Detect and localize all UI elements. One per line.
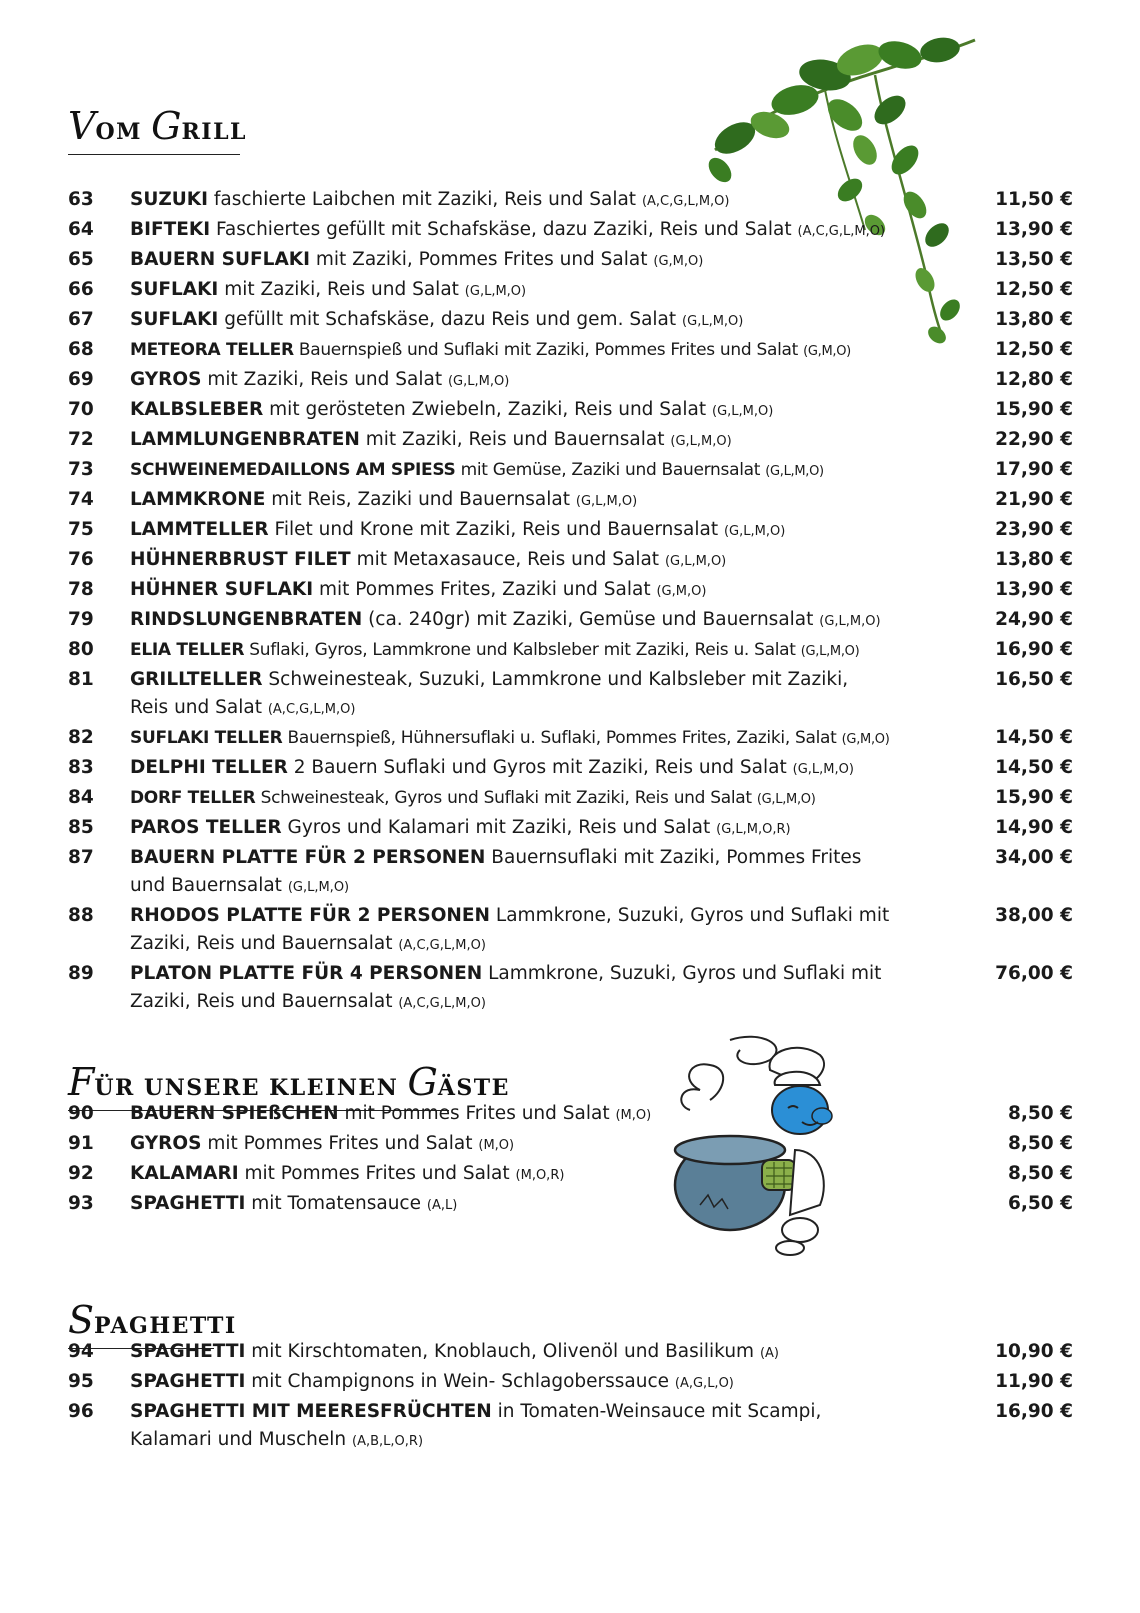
item-allergens: (A,C,G,L,M,O) [641,194,730,209]
item-price: 23,90 € [995,519,1073,540]
item-allergens: (G,M,O) [841,732,890,747]
item-price: 8,50 € [1008,1163,1073,1184]
item-price: 12,80 € [995,369,1073,390]
item-description: mit gerösteten Zwiebeln, Zaziki, Reis und Salat [263,399,712,420]
item-allergens: (G,L,M,O) [664,554,727,569]
menu-item-84 [68,784,1073,814]
item-number: 75 [68,519,94,540]
item-description: Lammkrone, Suzuki, Gyros und Suflaki mit Zaziki, Reis und Bauernsalat [130,963,882,1012]
item-allergens: (G,L,M,O) [712,404,774,419]
item-description: mit Zaziki, Reis und Salat [201,369,448,390]
menu-item-87 [68,844,1073,902]
item-description: Faschiertes gefüllt mit Schafskäse, dazu Zaziki, Reis und Salat [210,219,798,240]
item-allergens: (A,C,G,L,M,O) [267,702,356,717]
item-name: HÜHNER SUFLAKI [130,579,314,600]
item-name: KALAMARI [130,1163,239,1184]
menu-item-88 [68,902,1073,960]
item-number: 83 [68,757,94,778]
menu-list-spaghetti [68,1338,1073,1456]
item-description: Bauernspieß, Hühnersuflaki u. Suflaki, Pommes Frites, Zaziki, Salat [282,728,842,748]
item-price: 14,50 € [995,757,1073,778]
item-price: 13,90 € [995,219,1073,240]
item-price: 15,90 € [995,399,1073,420]
item-name: RINDSLUNGENBRATEN [130,609,363,630]
menu-item-95 [68,1368,1073,1398]
item-allergens: (G,L,M,O,R) [716,822,791,837]
item-name: SPAGHETTI [130,1341,246,1362]
item-number: 64 [68,219,94,240]
item-number: 67 [68,309,94,330]
item-number: 95 [68,1371,94,1392]
item-number: 85 [68,817,94,838]
item-price: 24,90 € [995,609,1073,630]
item-description: Bauernsuflaki mit Zaziki, Pommes Frites und Bauernsalat [130,847,862,896]
menu-item-72 [68,426,1073,456]
item-description: Schweinesteak, Gyros und Suflaki mit Zaziki, Reis und Salat [255,788,757,808]
item-name: SPAGHETTI [130,1371,246,1392]
item-number: 93 [68,1193,94,1214]
item-allergens: (M,O) [615,1108,652,1123]
item-allergens: (G,L,M,O) [765,464,824,479]
item-number: 76 [68,549,94,570]
menu-item-64 [68,216,1073,246]
menu-item-90 [68,1100,1073,1130]
item-number: 68 [68,339,94,360]
item-number: 79 [68,609,94,630]
menu-item-93 [68,1190,1073,1220]
item-number: 89 [68,963,94,984]
item-allergens: (G,L,M,O) [723,524,786,539]
menu-item-81 [68,666,1073,724]
item-number: 92 [68,1163,94,1184]
menu-item-65 [68,246,1073,276]
item-price: 21,90 € [995,489,1073,510]
item-name: SCHWEINEMEDAILLONS AM SPIESS [130,460,456,480]
section-title-kids: FÜR UNSERE KLEINEN GÄSTE [68,1060,449,1111]
item-description: (ca. 240gr) mit Zaziki, Gemüse und Bauernsalat [362,609,820,630]
item-price: 8,50 € [1008,1133,1073,1154]
item-allergens: (A,L) [426,1198,458,1213]
item-name: PLATON PLATTE FÜR 4 PERSONEN [130,963,483,984]
item-name: SUFLAKI [130,279,219,300]
menu-item-63 [68,186,1073,216]
item-number: 94 [68,1341,94,1362]
item-price: 12,50 € [995,279,1073,300]
item-description: mit Pommes Frites und Salat [338,1103,616,1124]
item-allergens: (A,C,G,L,M,O) [797,224,886,239]
menu-item-92 [68,1160,1073,1190]
item-name: SUZUKI [130,189,209,210]
item-name: METEORA TELLER [130,340,294,360]
item-number: 63 [68,189,94,210]
menu-item-67 [68,306,1073,336]
item-allergens: (M,O,R) [515,1168,565,1183]
item-name: DELPHI TELLER [130,757,288,778]
item-description: in Tomaten-Weinsauce mit Scampi, Kalamari und Muscheln [130,1401,822,1450]
item-allergens: (G,L,M,O) [287,880,350,895]
item-description: faschierte Laibchen mit Zaziki, Reis und Salat [208,189,642,210]
item-price: 6,50 € [1008,1193,1073,1214]
menu-item-73 [68,456,1073,486]
item-allergens: (G,L,M,O) [756,792,816,807]
item-description: Lammkrone, Suzuki, Gyros und Suflaki mit Zaziki, Reis und Bauernsalat [130,905,890,954]
menu-item-89 [68,960,1073,1018]
item-price: 11,90 € [995,1371,1073,1392]
item-name: GRILLTELLER [130,669,263,690]
menu-item-75 [68,516,1073,546]
item-allergens: (G,L,M,O) [670,434,732,449]
item-name: SUFLAKI TELLER [130,728,283,748]
item-number: 84 [68,787,94,808]
item-number: 91 [68,1133,94,1154]
item-price: 34,00 € [995,847,1073,868]
item-allergens: (A,C,G,L,M,O) [398,938,486,953]
item-number: 78 [68,579,94,600]
item-allergens: (A,C,G,L,M,O) [398,996,486,1011]
item-name: LAMMTELLER [130,519,269,540]
menu-item-85 [68,814,1073,844]
item-price: 12,50 € [995,339,1073,360]
item-name: ELIA TELLER [130,640,245,660]
menu-item-91 [68,1130,1073,1160]
item-allergens: (G,L,M,O) [464,284,527,299]
menu-item-82 [68,724,1073,754]
item-price: 16,50 € [995,669,1073,690]
item-price: 13,90 € [995,579,1073,600]
menu-item-83 [68,754,1073,784]
menu-item-70 [68,396,1073,426]
item-number: 96 [68,1401,94,1422]
item-description: mit Gemüse, Zaziki und Bauernsalat [455,460,766,480]
item-allergens: (A) [759,1346,779,1361]
item-name: KALBSLEBER [130,399,264,420]
item-number: 70 [68,399,94,420]
item-name: BIFTEKI [130,219,211,240]
item-number: 81 [68,669,94,690]
item-name: RHODOS PLATTE FÜR 2 PERSONEN [130,905,491,926]
item-description: mit Pommes Frites und Salat [238,1163,516,1184]
item-price: 22,90 € [995,429,1073,450]
item-description: Schweinesteak, Suzuki, Lammkrone und Kalbsleber mit Zaziki, Reis und Salat [130,669,849,718]
item-description: Suflaki, Gyros, Lammkrone und Kalbsleber mit Zaziki, Reis u. Salat [244,640,801,660]
item-number: 72 [68,429,94,450]
item-allergens: (G,M,O) [803,344,851,359]
item-name: GYROS [130,369,202,390]
item-price: 8,50 € [1008,1103,1073,1124]
item-allergens: (A,G,L,O) [674,1376,734,1391]
item-number: 66 [68,279,94,300]
item-allergens: (G,L,M,O) [792,762,854,777]
item-number: 80 [68,639,94,660]
item-price: 16,90 € [995,639,1073,660]
item-price: 17,90 € [995,459,1073,480]
item-description: mit Metaxasauce, Reis und Salat [350,549,665,570]
item-name: PAROS TELLER [130,817,282,838]
item-description: mit Reis, Zaziki und Bauernsalat [265,489,576,510]
item-description: 2 Bauern Suflaki und Gyros mit Zaziki, Reis und Salat [287,757,793,778]
item-allergens: (G,M,O) [656,584,707,599]
item-description: Gyros und Kalamari mit Zaziki, Reis und Salat [281,817,717,838]
item-name: SPAGHETTI [130,1193,246,1214]
item-number: 82 [68,727,94,748]
menu-item-79 [68,606,1073,636]
item-number: 87 [68,847,94,868]
item-description: mit Zaziki, Reis und Bauernsalat [359,429,671,450]
item-price: 13,80 € [995,549,1073,570]
item-description: mit Zaziki, Reis und Salat [218,279,465,300]
section-title-spaghetti: SPAGHETTI [68,1298,214,1349]
item-allergens: (G,L,M,O) [447,374,510,389]
section-title-vom-grill: VOM GRILL [68,104,240,155]
item-number: 90 [68,1103,94,1124]
menu-item-74 [68,486,1073,516]
item-allergens: (G,M,O) [653,254,704,269]
item-price: 15,90 € [995,787,1073,808]
item-name: SUFLAKI [130,309,219,330]
item-description: mit Pommes Frites und Salat [201,1133,479,1154]
item-name: BAUERN SUFLAKI [130,249,310,270]
menu-list-kids [68,1100,1073,1220]
item-allergens: (G,L,M,O) [800,644,860,659]
item-description: gefüllt mit Schafskäse, dazu Reis und gem. Salat [218,309,683,330]
menu-item-69 [68,366,1073,396]
menu-item-66 [68,276,1073,306]
item-price: 13,80 € [995,309,1073,330]
item-price: 11,50 € [995,189,1073,210]
item-description: mit Kirschtomaten, Knoblauch, Olivenöl und Basilikum [245,1341,760,1362]
item-description: Bauernspieß und Suflaki mit Zaziki, Pommes Frites und Salat [293,340,804,360]
item-allergens: (M,O) [478,1138,515,1153]
item-name: HÜHNERBRUST FILET [130,549,351,570]
item-name: BAUERN SPIEßCHEN [130,1103,339,1124]
item-description: mit Tomatensauce [245,1193,427,1214]
item-allergens: (G,L,M,O) [682,314,744,329]
item-number: 73 [68,459,94,480]
menu-item-68 [68,336,1073,366]
item-description: Filet und Krone mit Zaziki, Reis und Bauernsalat [268,519,724,540]
menu-item-94 [68,1338,1073,1368]
item-name: GYROS [130,1133,202,1154]
item-number: 74 [68,489,94,510]
item-allergens: (A,B,L,O,R) [352,1434,424,1449]
item-price: 14,90 € [995,817,1073,838]
menu-item-96 [68,1398,1073,1456]
menu-item-76 [68,546,1073,576]
item-allergens: (G,L,M,O) [575,494,638,509]
item-price: 10,90 € [995,1341,1073,1362]
item-description: mit Zaziki, Pommes Frites und Salat [310,249,654,270]
menu-item-78 [68,576,1073,606]
item-number: 65 [68,249,94,270]
item-name: LAMMLUNGENBRATEN [130,429,360,450]
item-price: 16,90 € [995,1401,1073,1422]
item-price: 76,00 € [995,963,1073,984]
item-name: BAUERN PLATTE FÜR 2 PERSONEN [130,847,486,868]
item-description: mit Pommes Frites, Zaziki und Salat [313,579,657,600]
menu-item-80 [68,636,1073,666]
item-price: 38,00 € [995,905,1073,926]
item-price: 13,50 € [995,249,1073,270]
item-name: DORF TELLER [130,788,256,808]
item-number: 69 [68,369,94,390]
item-description: mit Champignons in Wein- Schlagoberssauce [245,1371,675,1392]
item-name: SPAGHETTI MIT MEERESFRÜCHTEN [130,1401,492,1422]
menu-list-vom-grill [68,186,1073,1018]
item-allergens: (G,L,M,O) [819,614,881,629]
item-price: 14,50 € [995,727,1073,748]
item-number: 88 [68,905,94,926]
item-name: LAMMKRONE [130,489,266,510]
